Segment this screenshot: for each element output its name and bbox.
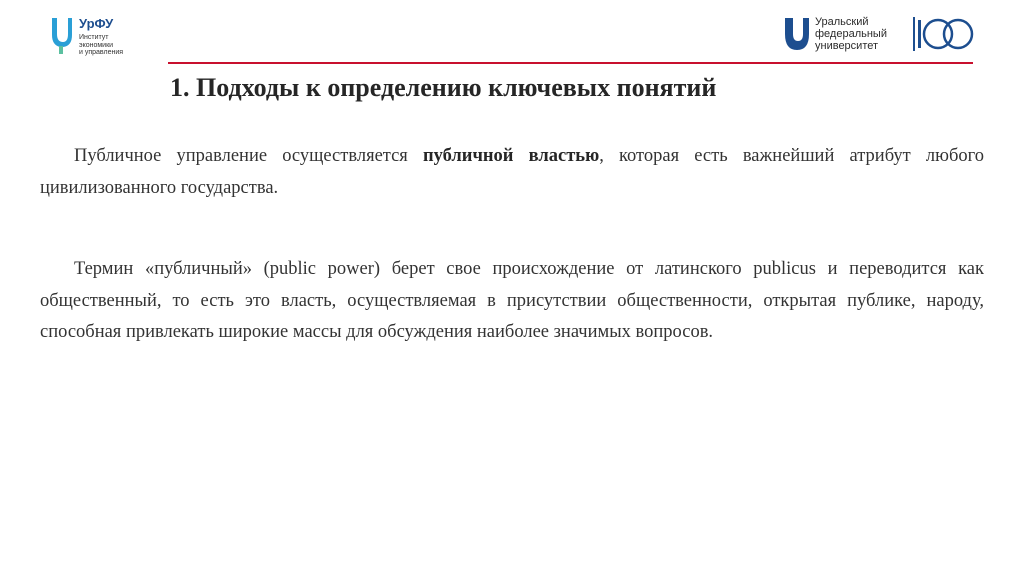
university-name: Уральский федеральный университет — [815, 16, 887, 52]
urfu-u-icon — [784, 16, 810, 52]
header-divider — [168, 62, 973, 64]
university-logo — [784, 14, 984, 54]
institute-logo — [50, 16, 170, 60]
paragraph-term-public: Термин «публичный» (public power) берет свое происхождение от латинского publicus и переводится как общественный, то есть это власть, осуществляемая в присутствии общественности, открытая публике, народу, способная привлекать широкие массы для обсуждения наиболее значимых вопросов. — [40, 259, 984, 342]
institute-logo-name: УрФУ — [79, 16, 114, 31]
slide-title: 1. Подходы к определению ключевых понятий — [170, 73, 717, 102]
paragraph-public-administration — [40, 141, 984, 204]
paragraph1-text-end: , которая есть важнейший атрибут любого цивилизованного государства. — [40, 146, 984, 198]
centenary-ring-icon — [916, 16, 978, 52]
paragraph1-bold-term: публичной властью — [422, 146, 600, 166]
institute-logo-subtitle: Институт экономики и управления — [79, 34, 124, 56]
logo-separator — [913, 17, 915, 51]
paragraph1-text-start: Публичное управление осуществляется — [74, 146, 423, 166]
urfu-u-icon — [50, 16, 74, 56]
